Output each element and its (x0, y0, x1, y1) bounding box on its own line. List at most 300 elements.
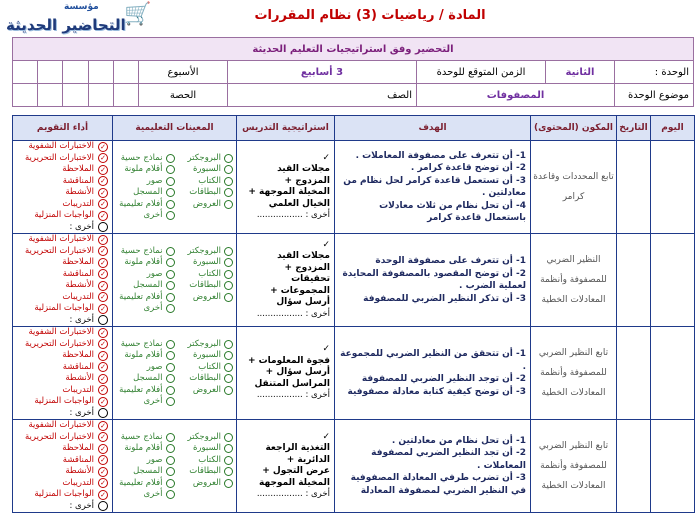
evaluation-item (17, 396, 108, 408)
evaluation-item (17, 420, 108, 432)
checkbox-icon (166, 281, 175, 290)
date-cell (617, 141, 651, 234)
table-row (13, 327, 695, 420)
day-cell (651, 420, 695, 513)
goal-item: 4- أن تحل نظام من ثلاث معادلات باستعمال قاعدة كرامر (379, 200, 526, 223)
aids-cell (113, 420, 237, 513)
other-line: أخرى : ................. (256, 210, 330, 220)
strategy-cell (237, 420, 335, 513)
aid-label: أقلام ملونة (124, 257, 163, 267)
aid-label: أفلام تعليمية (119, 384, 163, 395)
checkbox-icon (224, 270, 233, 279)
checkbox-icon (166, 293, 175, 302)
aid-item (116, 362, 175, 374)
checked-circle-icon: ✓ (98, 467, 108, 477)
checkbox-icon (166, 386, 175, 395)
logo-small-text: مؤسسة (64, 2, 99, 12)
checked-circle-icon: ✓ (98, 478, 108, 488)
checkbox-icon (166, 444, 175, 453)
aids-wrap (114, 432, 235, 501)
aids-wrap (114, 246, 235, 315)
goal-item: 1- أن تحل نظام من معادلتين . (391, 435, 526, 446)
period-label: الحصة (139, 84, 228, 107)
logo-text: التحاضير الحديثة (6, 16, 126, 34)
day-cell (651, 141, 695, 234)
evaluation-item (17, 432, 108, 444)
aids-wrap (114, 339, 235, 408)
aid-item (175, 362, 234, 374)
aids-left-col (116, 339, 175, 408)
checkbox-icon (224, 363, 233, 372)
evaluation-item (17, 489, 108, 501)
checkbox-icon (224, 456, 233, 465)
content-cell: تابع المحددات وقاعدة كرامر (531, 141, 617, 234)
goal-cell (335, 141, 531, 234)
checked-circle-icon: ✓ (98, 153, 108, 163)
aid-item (175, 350, 234, 362)
evaluation-item (17, 187, 108, 199)
period-cell-1 (113, 84, 138, 107)
aid-label: العروض (192, 198, 221, 209)
aid-item (116, 350, 175, 362)
aid-label: أخرى (143, 303, 163, 313)
aids-left-col (116, 432, 175, 501)
strategy-item: المراسل المتنقل (254, 378, 330, 389)
evaluation-label: الأنشطة (65, 373, 94, 383)
aid-label: العروض (192, 477, 221, 488)
day-cell (651, 234, 695, 327)
plan-table (12, 115, 695, 513)
checkbox-icon (166, 177, 175, 186)
evaluation-item (17, 210, 108, 222)
period-cell-4 (38, 84, 63, 107)
strategy-item: المخيلة الموجهة + (248, 187, 330, 197)
aid-label: العروض (192, 291, 221, 302)
aid-label: صور (146, 175, 163, 186)
evaluation-label: أخرى : (69, 500, 94, 511)
check-icon: ✓ (322, 239, 330, 250)
aid-label: أفلام تعليمية (119, 477, 163, 488)
aid-label: البروجكتر (187, 338, 221, 349)
date-cell (617, 234, 651, 327)
aid-label: نماذج حسية (120, 245, 163, 256)
checked-circle-icon: ✓ (98, 304, 108, 314)
aid-label: أقلام ملونة (124, 350, 163, 360)
aid-item (175, 292, 234, 304)
evaluation-label: الملاحظة (62, 350, 94, 360)
checkbox-icon (166, 211, 175, 220)
evaluation-item (17, 164, 108, 176)
col-goal: الهدف (335, 116, 531, 141)
col-aids: المعينات التعليمية (113, 116, 237, 141)
evaluation-item (17, 292, 108, 304)
checked-circle-icon: ✓ (98, 339, 108, 349)
checkbox-icon (166, 351, 175, 360)
goal-item: 1- أن تتحقق من النظير الضربي للمجموعة . (340, 349, 526, 372)
evaluation-label: المناقشة (62, 175, 94, 186)
goal-cell (335, 420, 531, 513)
table-row (13, 420, 695, 513)
checkbox-icon (166, 456, 175, 465)
aid-item (175, 280, 234, 292)
checkbox-icon (166, 490, 175, 499)
content-cell: تابع النظير الضربي للمصفوفة وأنظمة المعادلات الخطية (531, 420, 617, 513)
aid-label: السبورة (192, 443, 221, 453)
aid-item (175, 339, 234, 351)
aid-item (116, 478, 175, 490)
strategy-item: الخيال العلمي (268, 198, 330, 209)
evaluation-item (17, 199, 108, 211)
aid-label: أقلام ملونة (124, 443, 163, 453)
checked-circle-icon (98, 315, 108, 325)
aid-item (175, 164, 234, 176)
strategy-item: عرض التجول + المخيلة الموجهة (259, 466, 330, 488)
checked-circle-icon: ✓ (98, 176, 108, 186)
checkbox-icon (224, 200, 233, 209)
checked-circle-icon: ✓ (98, 432, 108, 442)
aid-label: صور (146, 454, 163, 465)
evaluation-label: المناقشة (62, 361, 94, 372)
checkbox-icon (224, 433, 233, 442)
checked-circle-icon: ✓ (98, 211, 108, 221)
unit-value: الثانية (546, 61, 615, 84)
checked-circle-icon: ✓ (98, 292, 108, 302)
evaluation-label: المناقشة (62, 268, 94, 279)
aid-item (116, 187, 175, 199)
other-line: أخرى : ................. (256, 489, 330, 499)
week-cell-4 (38, 61, 63, 84)
aid-item (116, 164, 175, 176)
evaluation-label: المناقشة (62, 454, 94, 465)
aids-cell (113, 141, 237, 234)
aid-item (116, 385, 175, 397)
week-cell-1 (113, 61, 138, 84)
aid-item (116, 199, 175, 211)
checked-circle-icon: ✓ (98, 258, 108, 268)
checkbox-icon (224, 374, 233, 383)
other-line: أخرى : ................. (256, 308, 330, 319)
strategy-item: التغذية الراجعة الدائرية + (265, 443, 330, 465)
checked-circle-icon: ✓ (98, 188, 108, 198)
evaluation-label: الاختبارات التحريرية (24, 152, 94, 163)
checkbox-icon (166, 270, 175, 279)
checkbox-icon (224, 293, 233, 302)
checked-circle-icon: ✓ (98, 351, 108, 361)
evaluation-item (17, 303, 108, 315)
aids-left-col (116, 153, 175, 222)
other-line: أخرى : ................. (256, 390, 330, 401)
strategy-cell (237, 234, 335, 327)
class-label: الصف (228, 84, 417, 107)
date-cell (617, 420, 651, 513)
evaluation-item (17, 222, 108, 234)
aid-item (116, 303, 175, 315)
col-evaluation: أداء التقويم (13, 116, 113, 141)
checkbox-icon (224, 247, 233, 256)
aid-label: البطاقات (189, 373, 221, 383)
day-cell (651, 327, 695, 420)
checkbox-icon (224, 467, 233, 476)
aid-label: السبورة (192, 164, 221, 174)
aid-label: البروجكتر (187, 152, 221, 163)
week-cell-2 (88, 61, 113, 84)
week-cell-5 (13, 61, 38, 84)
aid-item (175, 432, 234, 444)
checked-circle-icon: ✓ (98, 246, 108, 256)
aid-item (116, 269, 175, 281)
checkbox-icon (224, 386, 233, 395)
checkbox-icon (166, 467, 175, 476)
evaluation-item (17, 466, 108, 478)
checked-circle-icon: ✓ (98, 374, 108, 384)
col-date: التاريخ (617, 116, 651, 141)
aid-item (175, 176, 234, 188)
checked-circle-icon (98, 222, 108, 232)
strategy-item: أرسل سؤال (276, 297, 330, 308)
period-cell-2 (88, 84, 113, 107)
goal-cell (335, 327, 531, 420)
header-band: التحضير وفق استراتيجيات التعليم الحديثة (13, 38, 694, 61)
aid-label: الكتاب (198, 454, 221, 465)
aids-right-col (175, 153, 234, 222)
checkbox-icon (166, 247, 175, 256)
aid-item (175, 455, 234, 467)
checkbox-icon (166, 258, 175, 267)
checkbox-icon (166, 304, 175, 313)
checked-circle-icon: ✓ (98, 269, 108, 279)
aid-item (116, 373, 175, 385)
strategy-item: تحقيقات المجموعات + (270, 274, 330, 296)
evaluation-item (17, 153, 108, 165)
evaluation-cell (13, 234, 113, 327)
checkbox-icon (224, 444, 233, 453)
evaluation-item (17, 408, 108, 420)
aid-item (175, 478, 234, 490)
evaluation-item (17, 362, 108, 374)
checked-circle-icon: ✓ (98, 362, 108, 372)
evaluation-label: التدريبات (62, 477, 94, 488)
evaluation-item (17, 246, 108, 258)
aid-label: المسجل (133, 466, 163, 476)
checkbox-icon (224, 177, 233, 186)
topic-label: موضوع الوحدة (615, 84, 694, 107)
evaluation-label: الاختبارات الشفوية (28, 327, 94, 337)
evaluation-label: الأنشطة (65, 280, 94, 290)
evaluation-label: الاختبارات الشفوية (28, 141, 94, 151)
evaluation-item (17, 350, 108, 362)
checked-circle-icon: ✓ (98, 328, 108, 338)
aid-label: الكتاب (198, 268, 221, 279)
checked-circle-icon: ✓ (98, 455, 108, 465)
aids-right-col (175, 339, 234, 408)
goal-item: 3- أن تضرب طرفي المعادلة المصفوفية في النظير الضربي لمصفوفة المعادلة (350, 473, 526, 496)
goal-item: 2- أن تجد النظير الضربي لمصفوفة المعاملات . (371, 448, 526, 471)
goal-item: 1- أن تتعرف على مصفوفة المعاملات . (355, 150, 526, 161)
evaluation-item (17, 269, 108, 281)
aid-label: البطاقات (189, 280, 221, 290)
aids-cell (113, 234, 237, 327)
checkbox-icon (224, 258, 233, 267)
strategy-cell (237, 327, 335, 420)
evaluation-item (17, 455, 108, 467)
checked-circle-icon: ✓ (98, 142, 108, 152)
checkbox-icon (224, 351, 233, 360)
col-content: المكون (المحتوى) (531, 116, 617, 141)
aids-left-col (116, 246, 175, 315)
aid-label: نماذج حسية (120, 431, 163, 442)
aid-item (175, 373, 234, 385)
aid-label: البطاقات (189, 187, 221, 197)
aid-item (175, 246, 234, 258)
aid-item (175, 199, 234, 211)
aids-right-col (175, 432, 234, 501)
checked-circle-icon: ✓ (98, 281, 108, 291)
table-row (13, 234, 695, 327)
aid-item (116, 280, 175, 292)
evaluation-item (17, 385, 108, 397)
evaluation-label: الأنشطة (65, 466, 94, 476)
aids-cell (113, 327, 237, 420)
aid-item (116, 396, 175, 408)
checked-circle-icon: ✓ (98, 385, 108, 395)
aid-label: المسجل (133, 187, 163, 197)
aid-label: المسجل (133, 373, 163, 383)
checkbox-icon (224, 188, 233, 197)
evaluation-item (17, 501, 108, 513)
check-icon: ✓ (322, 152, 330, 163)
evaluation-label: الاختبارات الشفوية (28, 420, 94, 430)
topic-value: المصفوفات (417, 84, 615, 107)
checked-circle-icon: ✓ (98, 397, 108, 407)
aid-label: العروض (192, 384, 221, 395)
checked-circle-icon: ✓ (98, 199, 108, 209)
aids-wrap (114, 153, 235, 222)
evaluation-label: التدريبات (62, 291, 94, 302)
checkbox-icon (224, 479, 233, 488)
checkbox-icon (166, 397, 175, 406)
aid-item (175, 269, 234, 281)
evaluation-label: التدريبات (62, 198, 94, 209)
checked-circle-icon: ✓ (98, 490, 108, 500)
aid-item (116, 210, 175, 222)
strategy-cell (237, 141, 335, 234)
aid-label: أفلام تعليمية (119, 291, 163, 302)
aid-item (116, 176, 175, 188)
checkbox-icon (224, 154, 233, 163)
aid-item (116, 443, 175, 455)
goal-item: 1- أن تتعرف على مصفوفة الوحدة (375, 256, 526, 266)
aid-item (116, 257, 175, 269)
evaluation-item (17, 176, 108, 188)
strategy-item: أرسل سؤال + (265, 367, 330, 378)
checkbox-icon (166, 165, 175, 174)
aid-label: أخرى (143, 489, 163, 499)
evaluation-item (17, 234, 108, 246)
aid-item (116, 246, 175, 258)
evaluation-item (17, 315, 108, 327)
checked-circle-icon: ✓ (98, 421, 108, 431)
evaluation-label: أخرى : (69, 407, 94, 418)
goal-item: 2- أن توجد النظير الضربي للمصفوفة (361, 374, 526, 384)
checked-circle-icon (98, 501, 108, 511)
checked-circle-icon: ✓ (98, 444, 108, 454)
aid-label: السبورة (192, 257, 221, 267)
aid-item (175, 385, 234, 397)
aid-item (175, 187, 234, 199)
page-title: المادة / رياضيات (3) نظام المقررات (254, 8, 486, 23)
evaluation-label: الملاحظة (62, 443, 94, 453)
cart-icon: 🛒 (124, 2, 152, 27)
goal-cell (335, 234, 531, 327)
aid-label: البطاقات (189, 466, 221, 476)
checkbox-icon (166, 363, 175, 372)
aid-item (175, 153, 234, 165)
evaluation-cell (13, 420, 113, 513)
aid-item (116, 466, 175, 478)
aid-label: صور (146, 268, 163, 279)
evaluation-label: الواجبات المنزلية (34, 396, 94, 406)
date-cell (617, 327, 651, 420)
logo (4, 2, 169, 40)
evaluation-label: التدريبات (62, 384, 94, 395)
evaluation-label: الواجبات المنزلية (34, 303, 94, 313)
checkbox-icon (166, 154, 175, 163)
checked-circle-icon: ✓ (98, 235, 108, 245)
evaluation-item (17, 257, 108, 269)
evaluation-item (17, 443, 108, 455)
col-day: اليوم (651, 116, 695, 141)
aid-label: نماذج حسية (120, 152, 163, 163)
evaluation-item (17, 339, 108, 351)
evaluation-label: أخرى : (69, 314, 94, 325)
checkbox-icon (224, 165, 233, 174)
goal-item: 3- أن توضح كيفية كتابة معادلة مصفوفية (347, 386, 526, 397)
aid-item (175, 443, 234, 455)
aid-label: صور (146, 361, 163, 372)
checked-circle-icon (98, 408, 108, 418)
table-row (13, 141, 695, 234)
week-label: الأسبوع (139, 61, 228, 84)
content-cell: النظير الضربي للمصفوفة وأنظمة المعادلات الخطية (531, 234, 617, 327)
aid-label: نماذج حسية (120, 338, 163, 349)
checkbox-icon (224, 340, 233, 349)
unit-label: الوحدة : (615, 61, 694, 84)
time-label: الزمن المتوقع للوحدة (417, 61, 546, 84)
evaluation-label: الأنشطة (65, 187, 94, 197)
evaluation-cell (13, 141, 113, 234)
aid-label: المسجل (133, 280, 163, 290)
checkbox-icon (166, 188, 175, 197)
checkbox-icon (224, 281, 233, 290)
strategy-item: فجوة المعلومات + (247, 355, 330, 366)
evaluation-cell (13, 327, 113, 420)
evaluation-item (17, 478, 108, 490)
aid-item (116, 432, 175, 444)
aid-label: السبورة (192, 350, 221, 360)
checkbox-icon (166, 374, 175, 383)
checkbox-icon (166, 200, 175, 209)
evaluation-label: أخرى : (69, 221, 94, 232)
goal-item: 2- أن توضح المقصود بالمصفوفة المحايدة لعملية الضرب . (342, 268, 526, 291)
checked-circle-icon: ✓ (98, 165, 108, 175)
aid-item (116, 292, 175, 304)
aid-label: الكتاب (198, 361, 221, 372)
evaluation-label: الاختبارات التحريرية (24, 431, 94, 442)
strategy-item: مجلات القيد المزدوج + (277, 251, 330, 273)
checkbox-icon (166, 479, 175, 488)
evaluation-item (17, 327, 108, 339)
period-cell-3 (63, 84, 88, 107)
